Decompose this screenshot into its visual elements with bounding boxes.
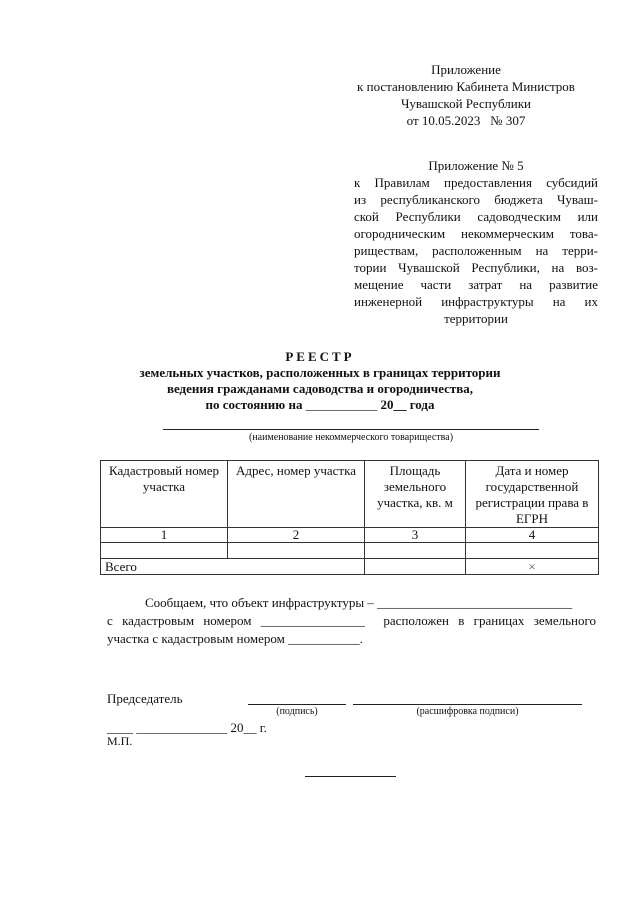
total-label: Всего: [101, 559, 365, 575]
total-area-cell[interactable]: [365, 559, 466, 575]
organization-name-line: [163, 429, 539, 430]
column-number: 1: [101, 528, 228, 543]
appendix-5-line: ской Республики садоводческим или: [354, 209, 598, 224]
header-area: Площадь земельного участка, кв. м: [365, 461, 466, 528]
date-blank: ___________: [305, 397, 378, 412]
register-title-block: [110, 349, 530, 413]
appendix-5-line: риществам, расположенным на терри-: [354, 243, 598, 258]
appendix-line: Приложение: [431, 62, 501, 77]
table-cell[interactable]: [101, 543, 228, 559]
appendix-5-line: инженерной инфраструктуры на их: [354, 294, 598, 309]
date-suffix: года: [409, 397, 435, 412]
footer-divider: [305, 776, 396, 777]
table-row: [101, 543, 599, 559]
header-address: Адрес, номер участка: [228, 461, 365, 528]
table-total-row: [101, 559, 599, 575]
table-cell[interactable]: [365, 543, 466, 559]
register-title: РЕЕСТР: [285, 349, 355, 364]
statement-paragraph: [107, 594, 596, 648]
decoding-caption: (расшифровка подписи): [416, 706, 519, 717]
date-year: 20__: [380, 397, 407, 412]
organization-caption: (наименование некоммерческого товарищества): [248, 432, 454, 443]
signature-date-line: ____ ______________ 20__ г.: [107, 720, 267, 735]
appendix-line: Чувашской Республики: [400, 96, 532, 111]
chairman-label: Председатель: [107, 691, 183, 706]
appendix-5-line: мещение части затрат на развитие: [354, 277, 598, 292]
table-header-row: [101, 461, 599, 528]
table-cell[interactable]: [466, 543, 599, 559]
appendix-5-last-line: территории: [444, 311, 508, 326]
header-cadastral-number: Кадастровый номер участка: [101, 461, 228, 528]
signature-block: [107, 690, 597, 748]
column-number: 4: [466, 528, 599, 543]
register-table: [100, 460, 599, 575]
signature-caption: (подпись): [276, 706, 318, 717]
total-mark: ×: [466, 559, 599, 575]
statement-line: с кадастровым номером ________________ расположен в границах земельного: [107, 613, 596, 628]
column-number: 3: [365, 528, 466, 543]
appendix-date-line: от 10.05.2023 № 307: [406, 113, 526, 128]
column-number: 2: [228, 528, 365, 543]
register-subtitle: земельных участков, расположенных в границах территории: [139, 365, 501, 380]
table-cell[interactable]: [228, 543, 365, 559]
appendix-5-heading: Приложение № 5: [428, 158, 524, 173]
register-date-line: [110, 397, 530, 413]
statement-line: участка с кадастровым номером ___________.: [107, 631, 363, 646]
appendix-5-header: [354, 157, 598, 327]
header-registration: Дата и номер государственной регистрации права в ЕГРН: [466, 461, 599, 528]
date-prefix: по состоянию на: [205, 397, 303, 412]
signature-decoding-line[interactable]: [353, 704, 582, 705]
statement-line: Сообщаем, что объект инфраструктуры – ______________________________: [145, 595, 573, 610]
appendix-line: к постановлению Кабинета Министров: [357, 79, 575, 94]
appendix-5-line: к Правилам предоставления субсидий: [354, 175, 598, 190]
appendix-5-line: огородническим некоммерческим това-: [354, 226, 598, 241]
appendix-5-line: тории Чувашской Республики, на воз-: [354, 260, 598, 275]
appendix-header: [330, 61, 602, 129]
register-subtitle: ведения гражданами садоводства и огородничества,: [166, 381, 474, 396]
signature-line[interactable]: [248, 704, 346, 705]
stamp-label: М.П.: [107, 734, 133, 748]
table-row-numbers: [101, 528, 599, 543]
appendix-5-line: из республиканского бюджета Чуваш-: [354, 192, 598, 207]
